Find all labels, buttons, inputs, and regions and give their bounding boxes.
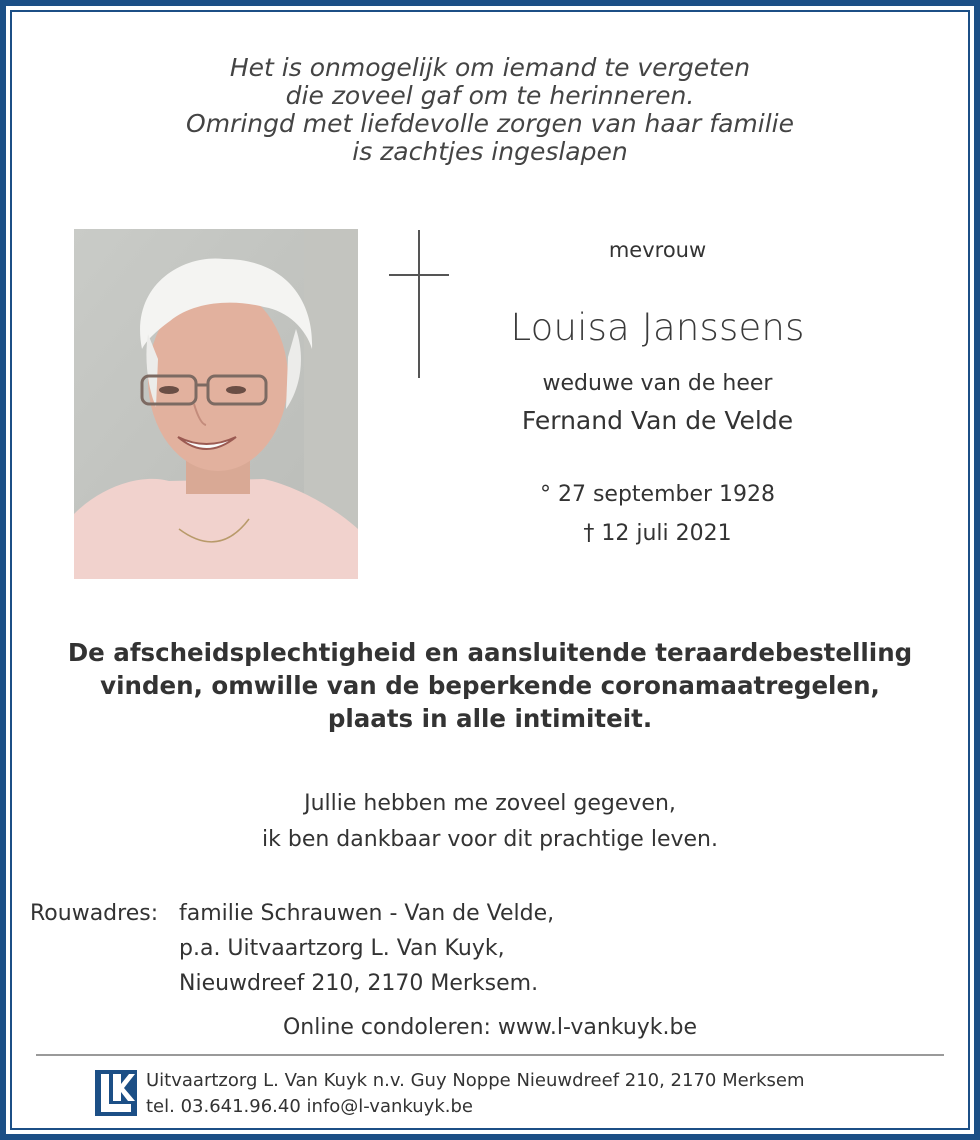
poem-line: Omringd met liefdevolle zorgen van haar familie xyxy=(186,109,794,138)
verse-line: Jullie hebben me zoveel gegeven, xyxy=(304,791,676,816)
poem-line: Het is onmogelijk om iemand te vergeten xyxy=(229,53,751,82)
deceased-title: mevrouw xyxy=(608,238,707,262)
funeral-home-logo-icon xyxy=(95,1070,137,1116)
widow-text: weduwe van de heer xyxy=(542,371,773,396)
ceremony-line: vinden, omwille van de beperkende coronamaatregelen, xyxy=(100,671,880,700)
ceremony-notice xyxy=(0,636,980,735)
death-date: † 12 juli 2021 xyxy=(583,521,732,546)
address-label: Rouwadres: xyxy=(30,901,159,926)
opening-poem xyxy=(0,54,980,166)
ceremony-line: plaats in alle intimiteit. xyxy=(327,704,653,733)
footer-divider xyxy=(36,1054,944,1056)
footer-company: Uitvaartzorg L. Van Kuyk n.v. Guy Noppe Nieuwdreef 210, 2170 Merksem xyxy=(146,1070,805,1091)
husband-name: Fernand Van de Velde xyxy=(521,406,794,435)
deceased-name: Louisa Janssens xyxy=(510,306,805,349)
ceremony-line: De afscheidsplechtigheid en aansluitende teraardebestelling xyxy=(67,638,913,667)
cross-icon xyxy=(389,230,449,378)
footer-contact: tel. 03.641.96.40 info@l-vankuyk.be xyxy=(146,1096,473,1117)
address-line: p.a. Uitvaartzorg L. Van Kuyk, xyxy=(179,936,505,961)
address-line: familie Schrauwen - Van de Velde, xyxy=(179,901,555,926)
closing-verse xyxy=(0,786,980,858)
poem-line: is zachtjes ingeslapen xyxy=(352,137,628,166)
verse-line: ik ben dankbaar voor dit prachtige leven. xyxy=(262,827,718,852)
online-condolence-link[interactable]: Online condoleren: www.l-vankuyk.be xyxy=(282,1015,698,1040)
birth-date: ° 27 september 1928 xyxy=(539,482,776,507)
portrait-photo xyxy=(74,229,358,579)
poem-line: die zoveel gaf om te herinneren. xyxy=(285,81,695,110)
address-line: Nieuwdreef 210, 2170 Merksem. xyxy=(179,971,539,996)
